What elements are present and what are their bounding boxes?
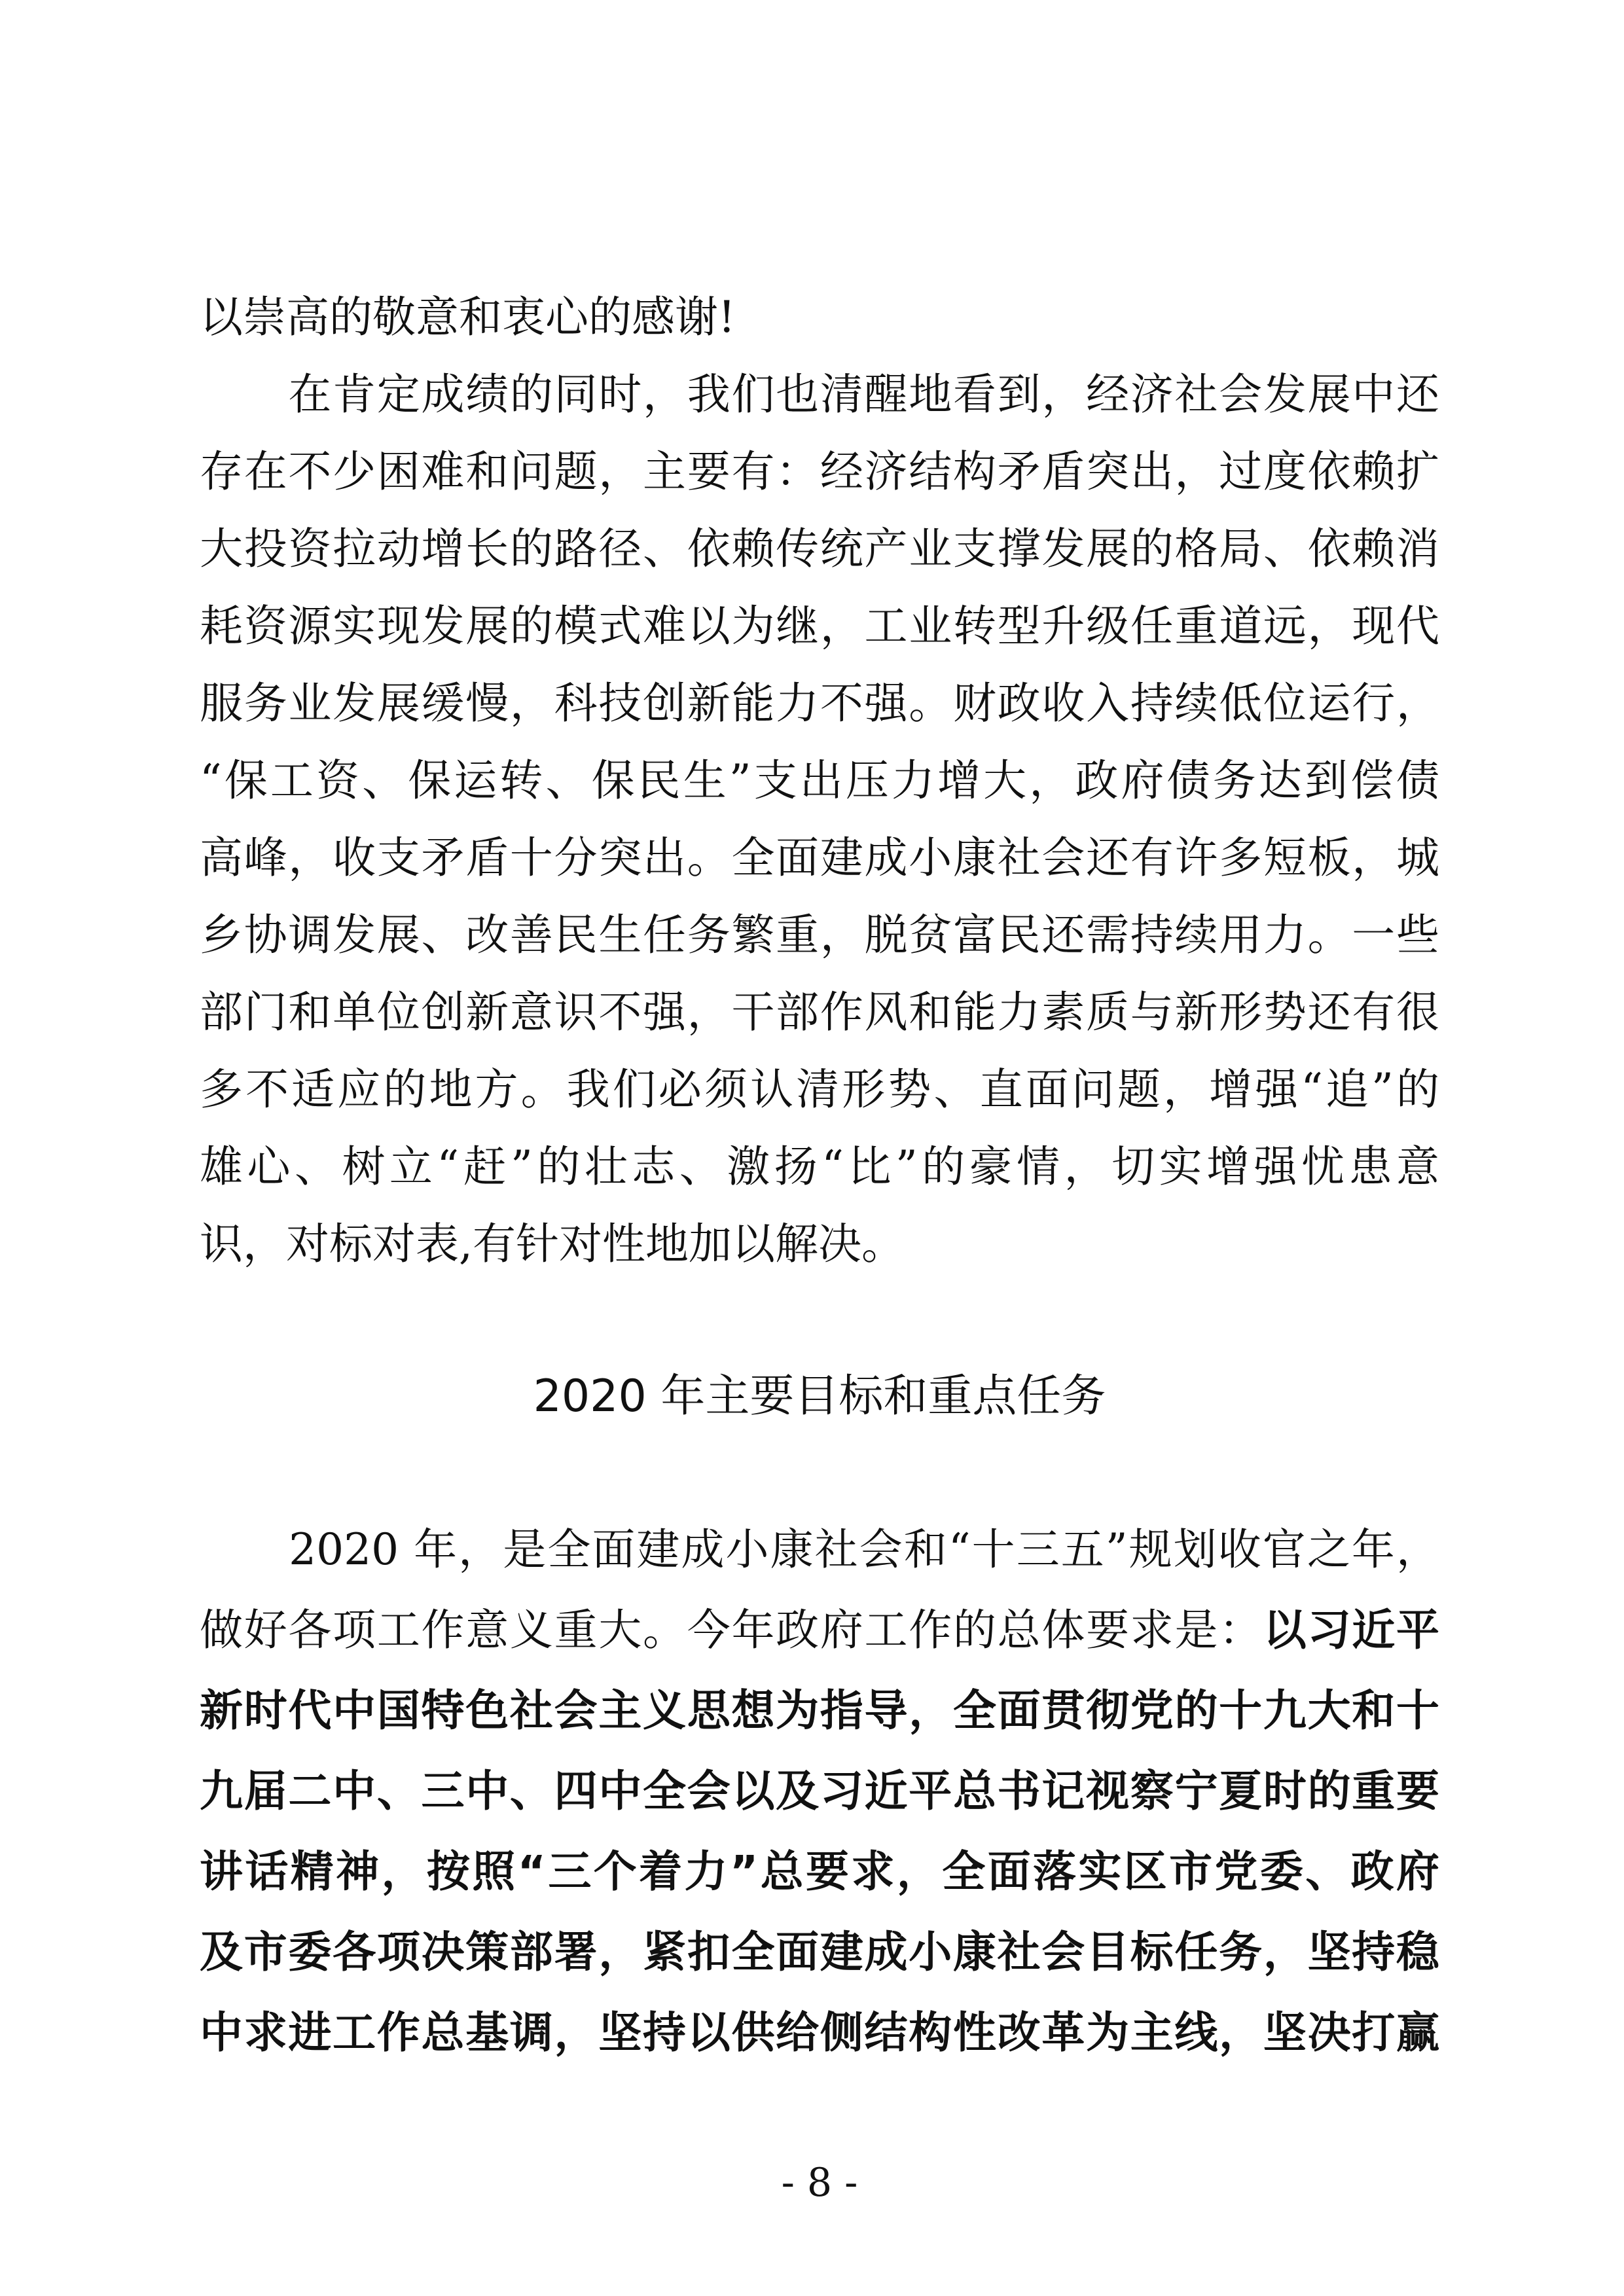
text-line: 高峰，收支矛盾十分突出。全面建成小康社会还有许多短板，城	[200, 833, 1439, 883]
text-line: 服务业发展缓慢，科技创新能力不强。财政收入持续低位运行，	[200, 678, 1439, 728]
text-line: 以崇高的敬意和衷心的感谢!	[200, 292, 736, 342]
text-line: “保工资、保运转、保民生”支出压力增大，政府债务达到偿债	[200, 755, 1439, 806]
text-line: 多不适应的地方。我们必须认清形势、直面问题，增强“追”的	[200, 1064, 1439, 1115]
text-line: 雄心、树立“赶”的壮志、激扬“比”的豪情，切实增强忧患意	[200, 1141, 1439, 1192]
text-line: 2020 年，是全面建成小康社会和“十三五”规划收官之年，	[200, 1524, 1439, 1575]
text-line: 讲话精神，按照“三个着力”总要求，全面落实区市党委、政府	[200, 1846, 1439, 1897]
text-line: 乡协调发展、改善民生任务繁重，脱贫富民还需持续用力。一些	[200, 910, 1439, 960]
section-heading: 2020 年主要目标和重点任务	[533, 1371, 1106, 1422]
bold-text: 以习近平	[1263, 1605, 1440, 1655]
page-number: - 8 -	[781, 2160, 858, 2206]
text-line: 中求进工作总基调，坚持以供给侧结构性改革为主线，坚决打赢	[200, 2007, 1439, 2058]
text-line: 九届二中、三中、四中全会以及习近平总书记视察宁夏时的重要	[200, 1766, 1439, 1816]
text-line: 大投资拉动增长的路径、依赖传统产业支撑发展的格局、依赖消	[200, 524, 1439, 574]
normal-text: 做好各项工作意义重大。今年政府工作的总体要求是：	[200, 1605, 1263, 1655]
text-line: 耗资源实现发展的模式难以为继，工业转型升级任重道远，现代	[200, 601, 1439, 651]
text-line: 及市委各项决策部署，紧扣全面建成小康社会目标任务，坚持稳	[200, 1927, 1439, 1977]
text-line	[200, 1592, 1439, 1669]
text-line: 在肯定成绩的同时，我们也清醒地看到，经济社会发展中还	[200, 369, 1439, 420]
text-line: 新时代中国特色社会主义思想为指导，全面贯彻党的十九大和十	[200, 1685, 1439, 1736]
text-line: 识，对标对表,有针对性地加以解决。	[200, 1219, 905, 1269]
text-line: 部门和单位创新意识不强，干部作风和能力素质与新形势还有很	[200, 987, 1439, 1037]
text-line: 存在不少困难和问题，主要有：经济结构矛盾突出，过度依赖扩	[200, 446, 1439, 497]
